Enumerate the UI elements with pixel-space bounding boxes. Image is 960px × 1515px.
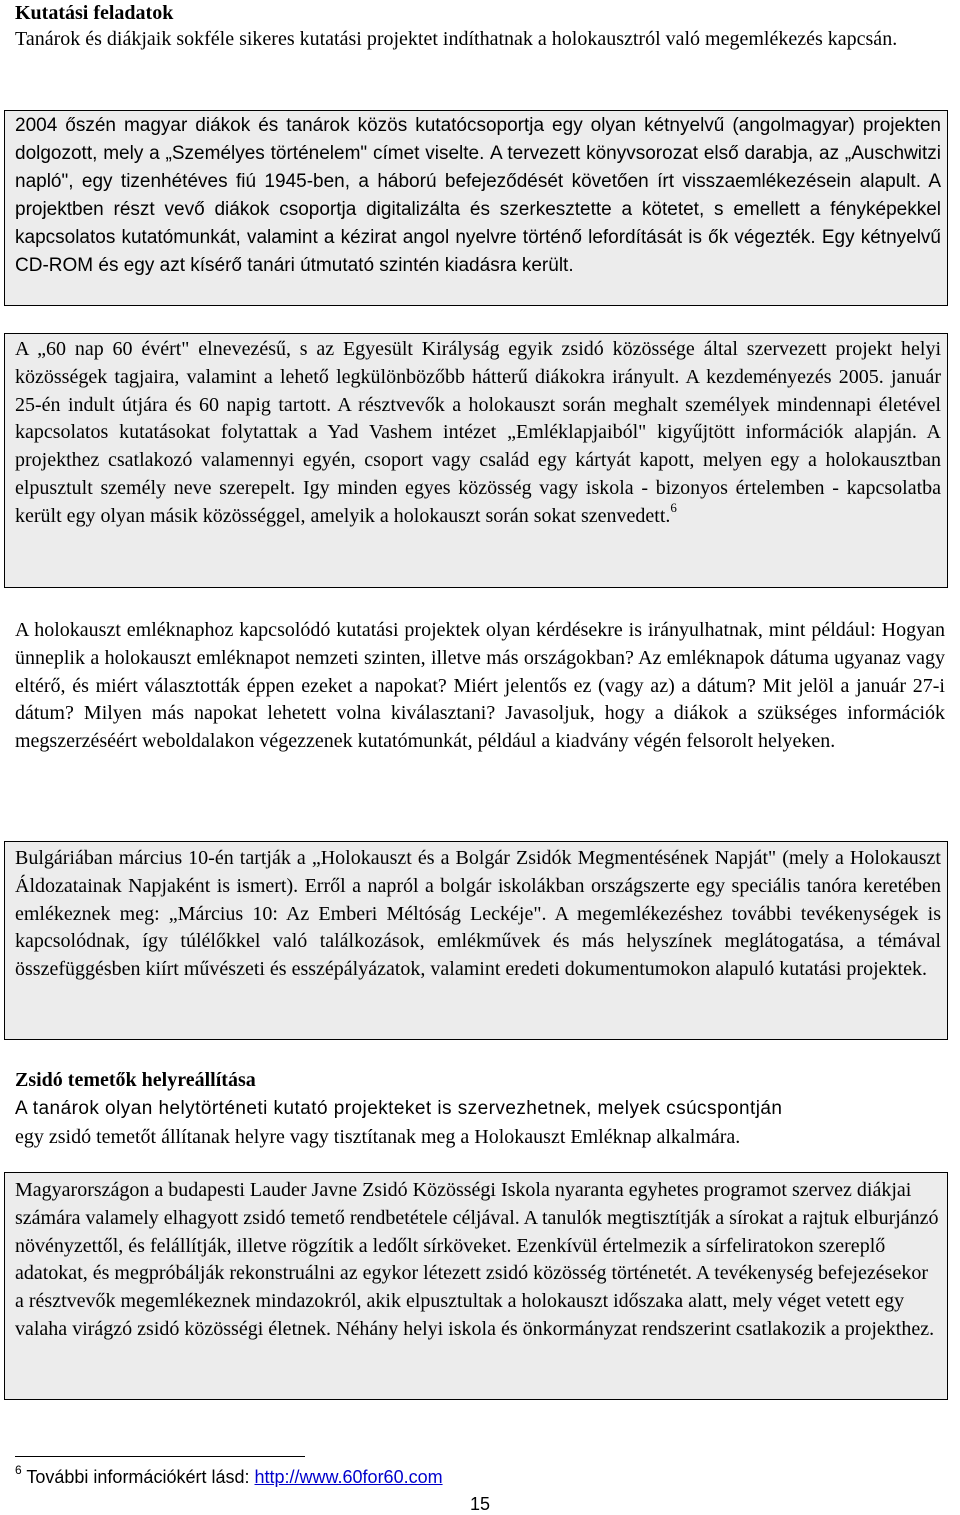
section2-text-sans: A tanárok olyan helytörténeti kutató projekteket is szervezhetnek, melyek csúcspontján bbox=[15, 1098, 783, 1119]
box-personal-history-project bbox=[4, 110, 948, 306]
footnote bbox=[15, 1463, 443, 1488]
section-research-tasks bbox=[15, 0, 945, 53]
footnote-text: További információkért lásd: bbox=[26, 1467, 250, 1487]
box-lauder-javne bbox=[4, 1172, 948, 1400]
box3-text: Bulgáriában március 10-én tartják a „Holokauszt és a Bolgár Zsidók Megmentésének Napját" (mely a Holokauszt Áldozatainak Napjaként is ismert). Erről a napról a bolgár iskolákban országszerte egy speciális tanóra keretében emlékeznek meg: „Március 10: Az Emberi Méltóság Leckéje". A megemlékezéshez további tevékenységek is kapcsolódnak, így túlélőkkel való találkozások, emlékművek és más helyszínek meglátogatása, a témával összefüggésben kiírt művészeti és esszépályázatok, valamint eredeti dokumentumokon alapuló kutatási projektek. bbox=[15, 847, 941, 981]
box2-paragraph bbox=[15, 336, 941, 531]
paragraph3-text: A holokauszt emléknaphoz kapcsolódó kutatási projektek olyan kérdésekre is irányulhatnak, mint például: Hogyan ünneplik a holokauszt emléknapot nemzeti szinten, illetve más országokban? Az emléknapok dátuma ugyanaz vagy eltérő, és miért választották éppen ezeket a napokat? Miért jelentős ez (vagy az) a dátum? Mit jelöl a január 27-i dátum? Milyen más napokat lehetett volna kiválasztani? Javasoljuk, hogy a diákok a szükséges információk megszerzéséért weboldalakon végezzenek kutatómunkát, például a kiadvány végén felsorolt helyeken. bbox=[15, 619, 945, 753]
box-bulgaria bbox=[4, 841, 948, 1040]
heading-cemeteries: Zsidó temetők helyreállítása bbox=[15, 1069, 256, 1091]
paragraph-questions bbox=[15, 617, 945, 756]
box-60-days-project bbox=[4, 333, 948, 588]
section2-text-serif: egy zsidó temetőt állítanak helyre vagy tisztítanak meg a Holokauszt Emléknap alkalmára. bbox=[15, 1126, 741, 1148]
footnote-number: 6 bbox=[15, 1463, 22, 1477]
heading-research-tasks: Kutatási feladatok bbox=[15, 2, 174, 24]
section-cemeteries bbox=[15, 1066, 945, 1151]
footnote-link[interactable]: http://www.60for60.com bbox=[254, 1467, 443, 1487]
box2-text: A „60 nap 60 évért" elnevezésű, s az Egyesült Királyság egyik zsidó közössége által szervezett projekt helyi közösségek tagjaira, valamint a lehető legkülönbözőbb hátterű diákokra irányult. A kezdeményezés 2005. január 25-én indult útjára és 60 napig tartott. A résztvevők a holokauszt során meghalt személyek mindennapi életével kapcsolatos kutatásokat folytattak a Yad Vashem intézet „Emléklapjaiból" kigyűjtött információk alapján. A projekthez csatlakozó valamennyi egyén, csoport vagy család egy kártyát kapott, melyen egy a holokausztban elpusztult személy neve szerepelt. Igy minden egyes közösség vagy iskola - bizonyos értelemben - kapcsolatba került egy olyan másik közösséggel, amelyik a holokauszt során sokat szenvedett. bbox=[15, 338, 941, 527]
footnote-separator bbox=[15, 1456, 305, 1457]
box1-text-serif: 2004 őszén magyar diákok és tanárok közös kutatócsoportja egy olyan kétnyelvű (angolmagyar) projekten dolgozott, mely a „Személyes történelem" címet viselte. bbox=[15, 115, 941, 164]
page-number: 15 bbox=[469, 1494, 491, 1514]
footnote-ref: 6 bbox=[670, 500, 677, 516]
box4-text: Magyarországon a budapesti Lauder Javne Zsidó Közösségi Iskola nyaranta egyhetes programot szervez diákjai számára valamely elhagyott zsidó temető rendbetétele céljával. A tanulók megtisztítják a sírokat a rajtuk elburjánzó növényzettől, és felállítják, illetve rögzítik a ledőlt sírköveket. Ezenkívül értelmezik a sírfeliratokon szereplő adatokat, és megpróbálják rekonstruálni az egykor létezett zsidó közösség történetét. A tevékenység befejezésekor a résztvevők megemlékeznek mindazokról, akik elpusztultak a holokauszt időszaka alatt, mely véget vetett egy valaha virágzó zsidó közösségi életnek. Néhány helyi iskola és önkormányzat rendszerint csatlakozik a projekthez. bbox=[15, 1179, 939, 1340]
box1-text-sans: A tervezett könyvsorozat első darabja, az „Auschwitzi napló", egy tizenhétéves fiú 1945-ben, a háború befejeződését követően írt visszaemlékezésein alapult. A projektben részt vevő diákok csoportja digitalizálta és szerkesztette a kötetet, s emellett a fényképekkel kapcsolatos kutatómunkát, valamint a kézirat angol nyelvre történő lefordítását is ők végezték. Egy kétnyelvű CD-ROM és egy azt kísérő tanári útmutató szintén kiadásra került. bbox=[15, 143, 942, 276]
intro-paragraph: Tanárok és diákjaik sokféle sikeres kutatási projektet indíthatnak a holokausztról való megemlékezés kapcsán. bbox=[15, 28, 898, 50]
section2-text-sans-line bbox=[15, 1094, 945, 1123]
box1-paragraph bbox=[15, 112, 941, 280]
